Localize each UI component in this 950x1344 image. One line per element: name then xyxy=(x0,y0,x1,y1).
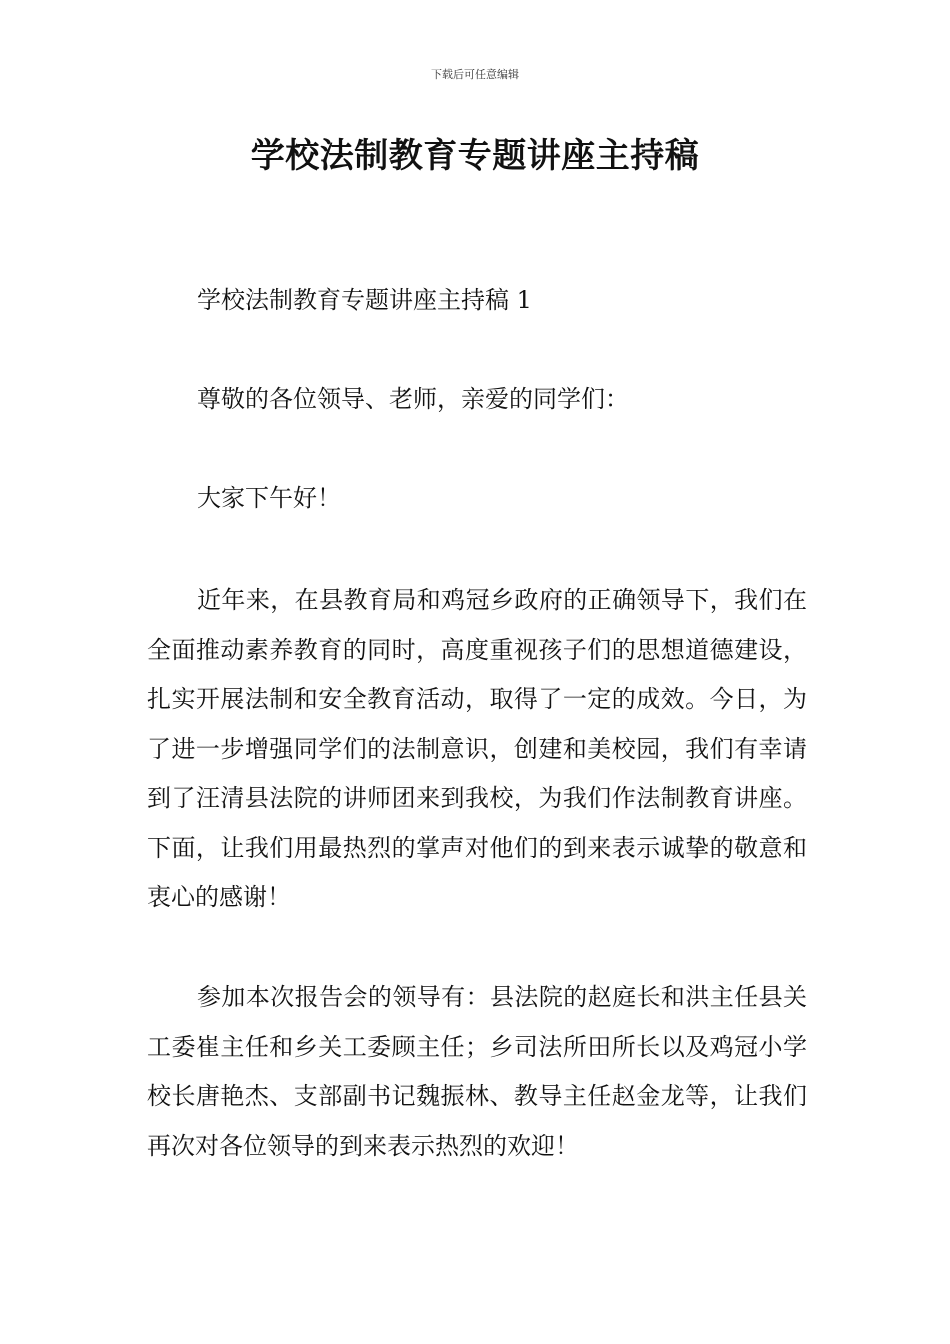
document-title: 学校法制教育专题讲座主持稿 xyxy=(250,136,700,176)
section-subtitle: 学校法制教育专题讲座主持稿 1 xyxy=(197,286,532,314)
greeting-paragraph: 尊敬的各位领导、老师，亲爱的同学们： xyxy=(197,385,629,413)
hello-paragraph: 大家下午好！ xyxy=(197,484,341,512)
body-paragraph-intro: 近年来，在县教育局和鸡冠乡政府的正确领导下，我们在全面推动素养教育的同时，高度重视孩子们的思想道德建设，扎实开展法制和安全教育活动，取得了一定的成效。今日，为了进一步增强同学们的法制意识，创建和美校园，我们有幸请到了汪清县法院的讲师团来到我校，为我们作法制教育讲座。下面，让我们用最热烈的掌声对他们的到来表示诚挚的敬意和衷心的感谢！ xyxy=(147,586,807,911)
body-paragraph-attendees: 参加本次报告会的领导有：县法院的赵庭长和洪主任县关工委崔主任和乡关工委顾主任；乡司法所田所长以及鸡冠小学校长唐艳杰、支部副书记魏振林、教导主任赵金龙等，让我们再次对各位领导的到来表示热烈的欢迎！ xyxy=(147,983,807,1160)
header-note: 下载后可任意编辑 xyxy=(431,68,519,81)
